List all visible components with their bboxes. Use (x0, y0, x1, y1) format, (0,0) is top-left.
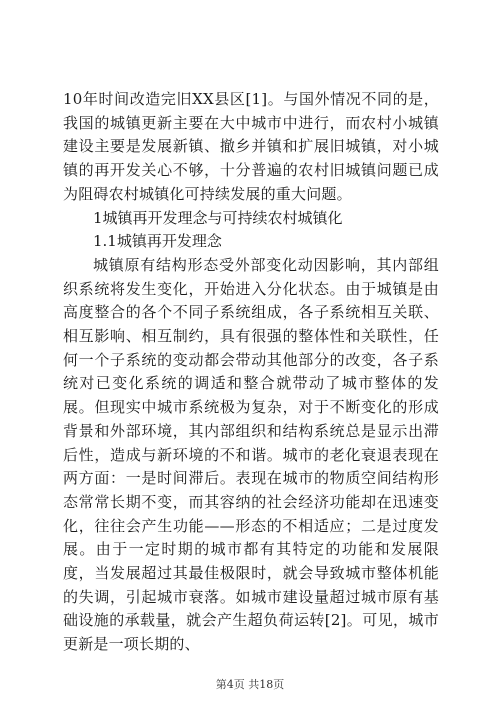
body-paragraph-1: 10年时间改造完旧XX县区[1]。与国外情况不同的是，我国的城镇更新主要在大中城市中进行，而农村小城镇建设主要是发展新镇、撤乡并镇和扩展旧城镇，对小城镇的再开发关心不够，十分普遍的农村旧城镇问题已成为阻碍农村城镇化可持续发展的重大问题。 (63, 90, 439, 203)
subsection-heading: 1.1城镇再开发理念 (93, 232, 222, 251)
body-paragraph-2: 城镇原有结构形态受外部变化动因影响，其内部组织系统将发生变化，开始进入分化状态。由于城镇是由高度整合的各个不同子系统组成，各子系统相互关联、相互影响、相互制约，具有很强的整体性和关联性，任何一个子系统的变动都会带动其他部分的改变，各子系统对已变化系统的调适和整合就带动了城市整体的发展。但现实中城市系统极为复杂，对于不断变化的形成背景和外部环境，其内部组织和结构系统总是显示出滞后性，造成与新环境的不和谐。城市的老化衰退表现在两方面：一是时间滞后。表现在城市的物质空间结构形态常常长期不变，而其容纳的社会经济功能却在迅速变化，往往会产生功能——形态的不相适应；二是过度发展。由于一定时期的城市都有其特定的功能和发展限度，当发展超过其最佳极限时，就会导致城市整体机能的失调，引起城市衰落。如城市建设量超过城市原有基础设施的承载量，就会产生超负荷运转[2]。可见，城市更新是一项长期的、 (63, 255, 439, 654)
page-content (63, 88, 439, 657)
page-footer: 第4页 共18页 (215, 678, 285, 691)
section-heading: 1城镇再开发理念与可持续农村城镇化 (93, 208, 343, 227)
